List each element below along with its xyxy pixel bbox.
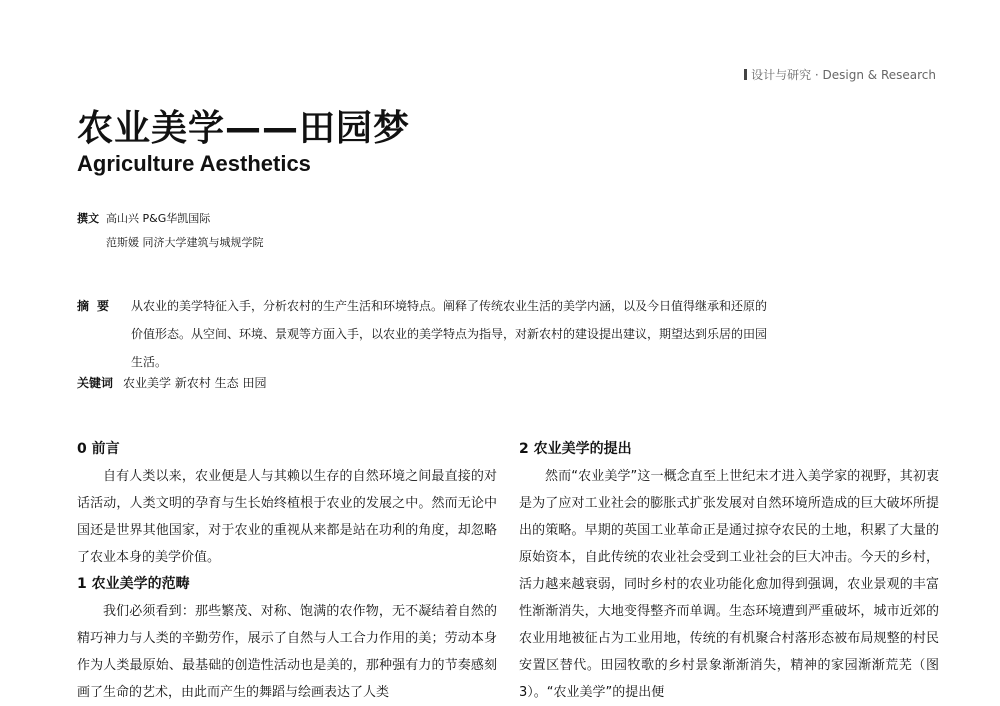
author-2: 范斯媛 同济大学建筑与城规学院 [106, 236, 264, 249]
author-row [77, 207, 264, 231]
author-1: 高山兴 P&G华凯国际 [106, 212, 211, 225]
section-heading: 2 农业美学的提出 [519, 441, 632, 457]
section-tag [744, 66, 936, 83]
abstract-label: 摘要 [77, 299, 118, 313]
article-title-en: Agriculture Aesthetics [77, 151, 311, 176]
article-title-cn: 农业美学——田园梦 [77, 108, 411, 149]
body-paragraph: 我们必须看到：那些繁茂、对称、饱满的农作物，无不凝结着自然的精巧神力与人类的辛勤劳作，展示了自然与人工合力作用的美；劳动本身作为人类最原始、最基础的创造性活动也是美的，那种强有力的节奏感刻画了生命的艺术，由此而产生的舞蹈与绘画表达了人类 [77, 604, 497, 700]
body-column-right [519, 436, 939, 706]
section-heading: 1 农业美学的范畴 [77, 576, 190, 592]
keywords-block [77, 374, 266, 391]
keywords-label: 关键词 [77, 376, 114, 390]
section-heading: 0 前言 [77, 441, 120, 457]
abstract-block [77, 292, 777, 376]
author-row [77, 231, 264, 255]
abstract-text: 从农业的美学特征入手，分析农村的生产生活和环境特点。阐释了传统农业生活的美学内涵，以及今日值得继承和还原的价值形态。从空间、环境、景观等方面入手，以农业的美学特点为指导，对新农村的建设提出建议，期望达到乐居的田园生活。 [131, 299, 768, 369]
body-column-left [77, 436, 497, 706]
section-tag-text: 设计与研究 · Design & Research [751, 68, 936, 82]
author-block [77, 207, 264, 255]
body-paragraph: 自有人类以来，农业便是人与其赖以生存的自然环境之间最直接的对话活动，人类文明的孕育与生长始终植根于农业的发展之中。然而无论中国还是世界其他国家，对于农业的重视从来都是站在功利的角度，却忽略了农业本身的美学价值。 [77, 469, 497, 565]
author-label: 撰文 [77, 212, 99, 225]
body-paragraph: 然而“农业美学”这一概念直至上世纪末才进入美学家的视野，其初衷是为了应对工业社会的膨胀式扩张发展对自然环境所造成的巨大破坏所提出的策略。早期的英国工业革命正是通过掠夺农民的土地，积累了大量的原始资本，自此传统的农业社会受到工业社会的巨大冲击。今天的乡村，活力越来越衰弱，同时乡村的农业功能化愈加得到强调，农业景观的丰富性渐渐消失，大地变得整齐而单调。生态环境遭到严重破坏，城市近郊的农业用地被征占为工业用地，传统的有机聚合村落形态被布局规整的村民安置区替代。田园牧歌的乡村景象渐渐消失，精神的家园渐渐荒芜（图3）。“农业美学”的提出便 [519, 469, 939, 700]
keywords-text: 农业美学 新农村 生态 田园 [123, 376, 267, 390]
section-marker-icon [744, 69, 747, 80]
